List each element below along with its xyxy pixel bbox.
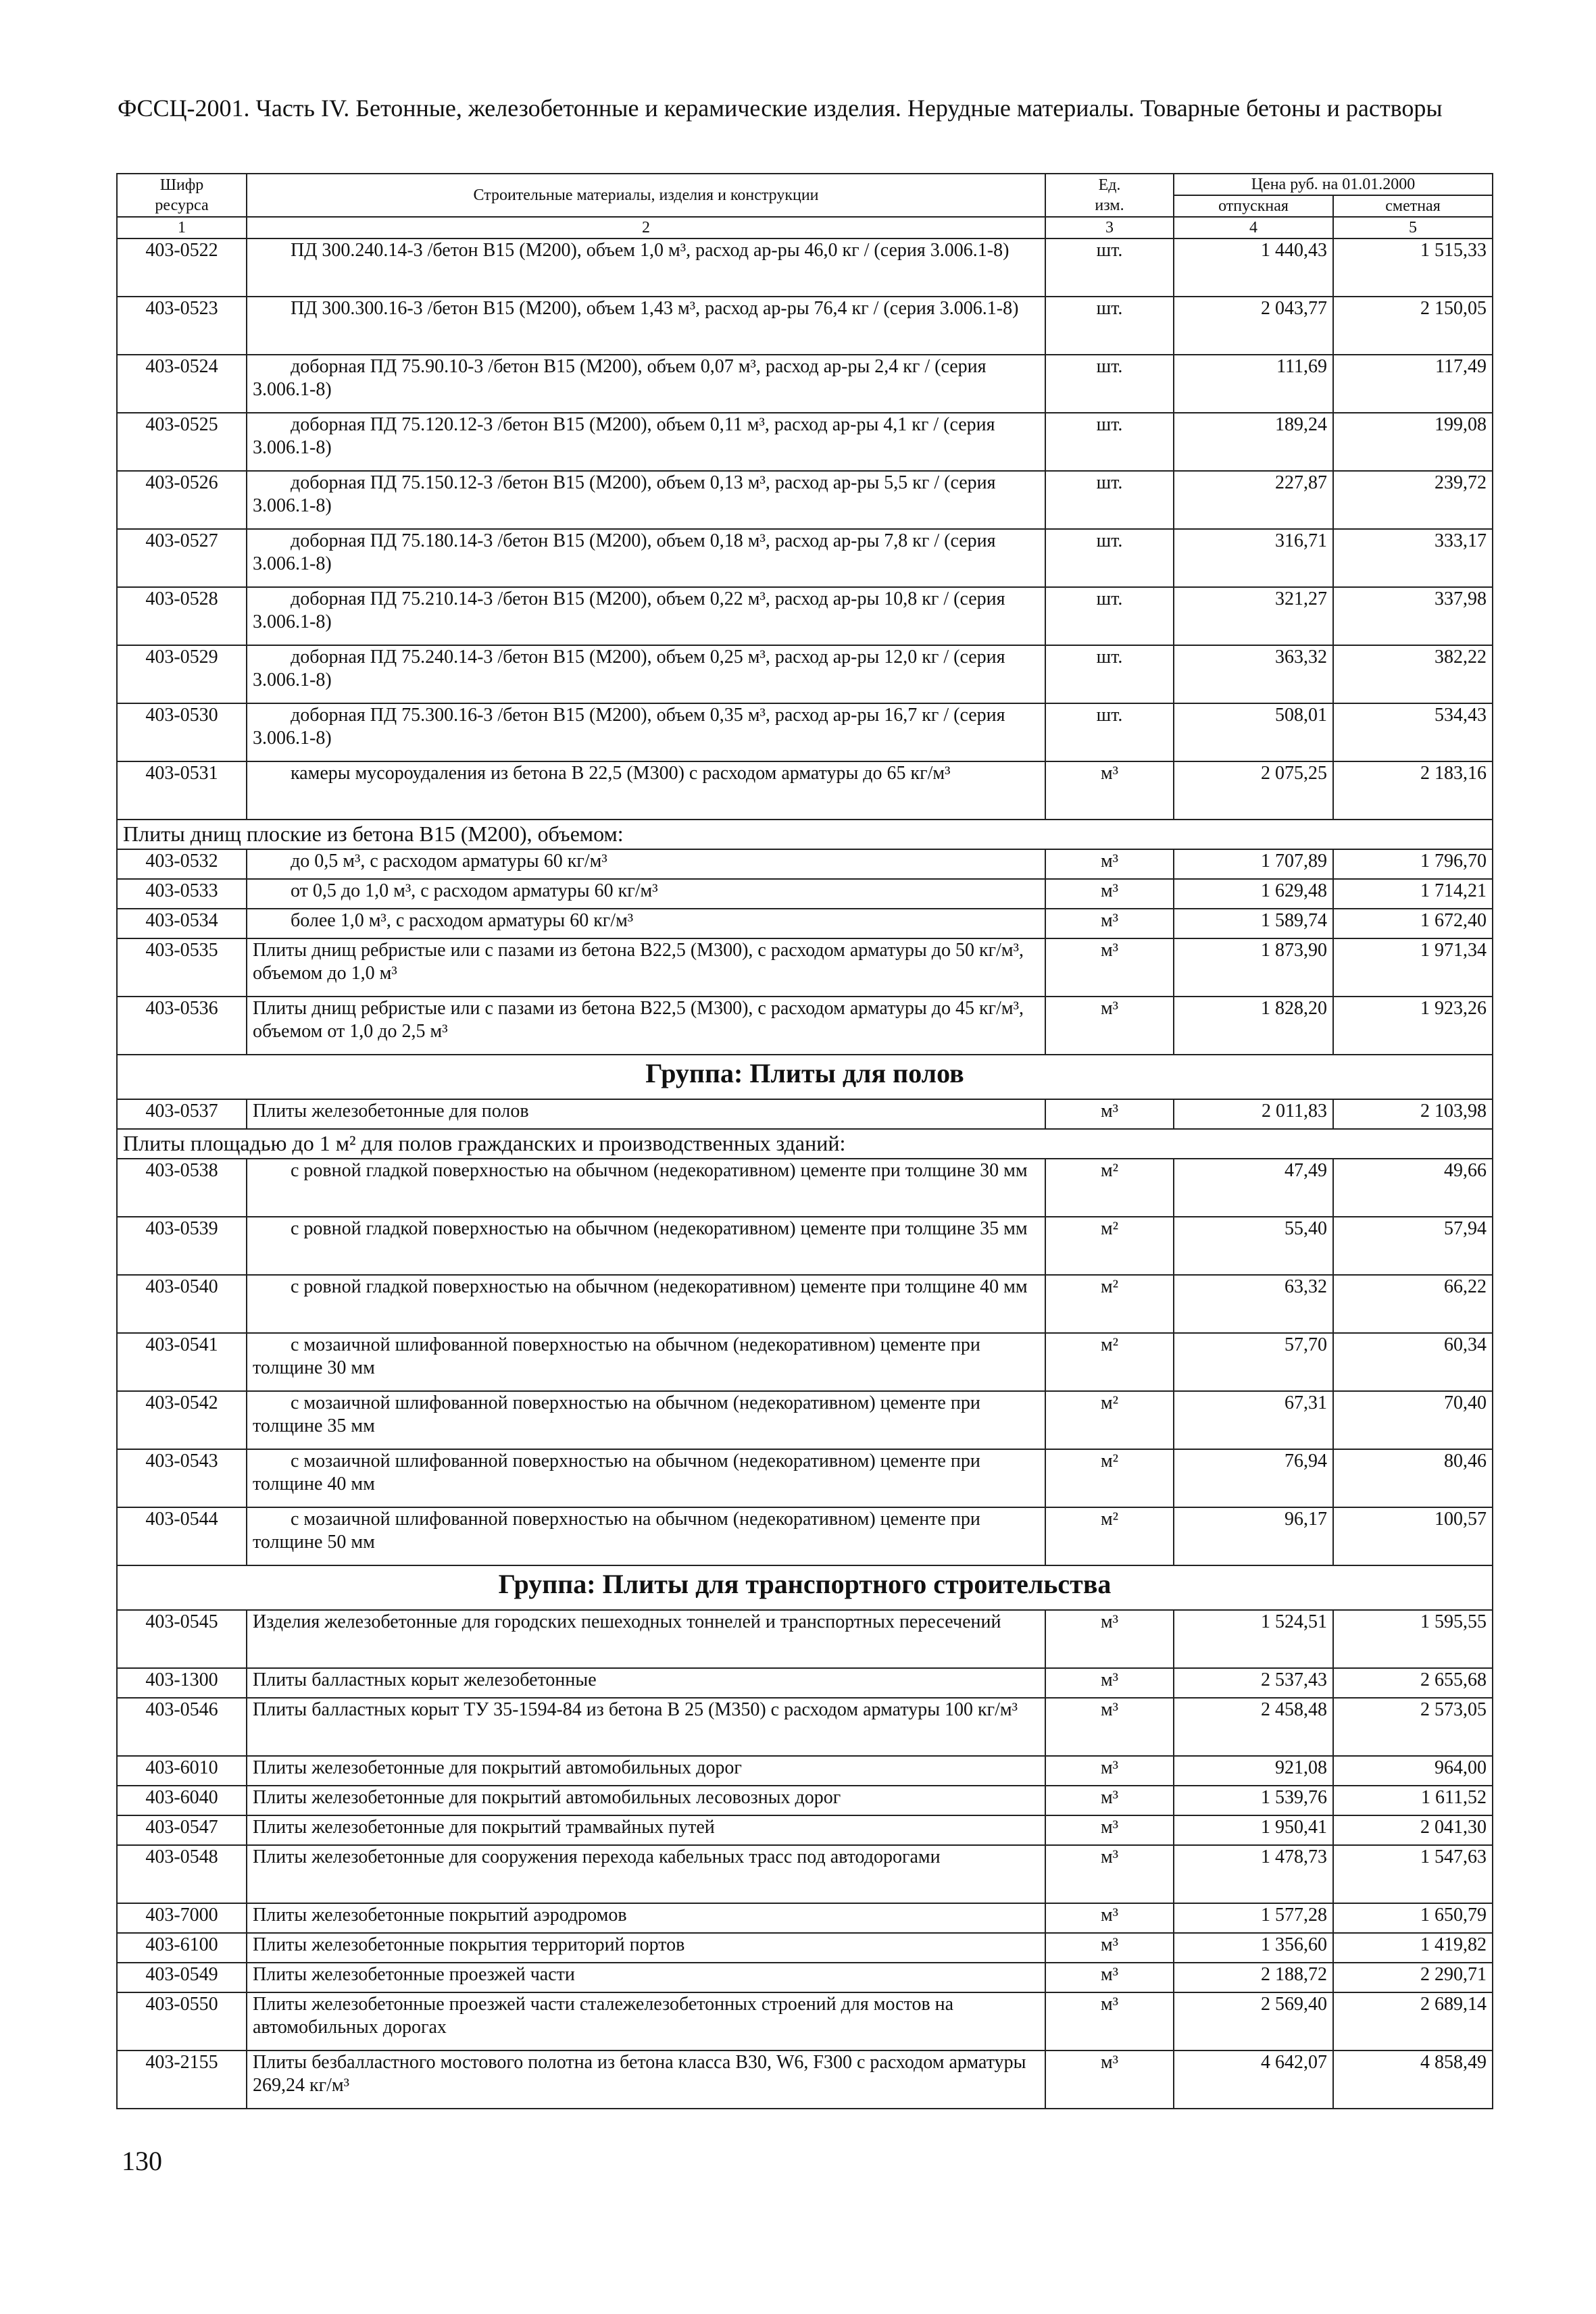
description-cell bbox=[247, 1217, 1045, 1275]
release-price-cell: 2 458,48 bbox=[1174, 1698, 1333, 1756]
subheading: Плиты днищ плоские из бетона В15 (М200), объемом: bbox=[117, 820, 1493, 849]
estimate-price-cell: 1 595,55 bbox=[1333, 1610, 1493, 1668]
description-text: Плиты безбалластного мостового полотна из бетона класса В30, W6, F300 с расходом арматуры 269,24 кг/м³ bbox=[253, 2052, 1026, 2096]
description-cell bbox=[247, 1845, 1045, 1903]
resource-code-cell: 403-6010 bbox=[117, 1756, 247, 1786]
resource-code-cell: 403-0538 bbox=[117, 1159, 247, 1217]
release-price-cell: 63,32 bbox=[1174, 1275, 1333, 1333]
resource-code-cell: 403-0537 bbox=[117, 1099, 247, 1129]
description-cell bbox=[247, 997, 1045, 1055]
release-price-cell: 1 950,41 bbox=[1174, 1815, 1333, 1845]
table-row bbox=[117, 1275, 1493, 1333]
release-price-cell: 111,69 bbox=[1174, 355, 1333, 413]
resource-code-cell: 403-0523 bbox=[117, 297, 247, 355]
estimate-price-cell: 1 971,34 bbox=[1333, 938, 1493, 997]
table-header-row bbox=[117, 174, 1493, 195]
description-cell bbox=[247, 1275, 1045, 1333]
resource-code-cell: 403-0548 bbox=[117, 1845, 247, 1903]
release-price-cell: 1 440,43 bbox=[1174, 238, 1333, 297]
table-row bbox=[117, 1756, 1493, 1786]
table-row bbox=[117, 997, 1493, 1055]
description-text: Плиты днищ ребристые или с пазами из бетона В22,5 (М300), с расходом арматуры до 45 кг/м³, объемом от 1,0 до 2,5 м³ bbox=[253, 998, 1024, 1042]
resource-code-cell: 403-6100 bbox=[117, 1933, 247, 1963]
description-text: доборная ПД 75.90.10-3 /бетон В15 (М200), объем 0,07 м³, расход ар-ры 2,4 кг / (серия 3.006.1-8) bbox=[253, 356, 987, 400]
group-heading: Группа: Плиты для транспортного строительства bbox=[117, 1565, 1493, 1610]
release-price-cell: 1 629,48 bbox=[1174, 879, 1333, 909]
resource-code-cell: 403-0527 bbox=[117, 529, 247, 587]
release-price-cell: 921,08 bbox=[1174, 1756, 1333, 1786]
release-price-cell: 1 478,73 bbox=[1174, 1845, 1333, 1903]
estimate-price-cell: 2 290,71 bbox=[1333, 1963, 1493, 1992]
description-text: более 1,0 м³, с расходом арматуры 60 кг/м³ bbox=[291, 910, 634, 931]
resource-code-cell: 403-0545 bbox=[117, 1610, 247, 1668]
description-text: Плиты железобетонные проезжей части сталежелезобетонных строений для мостов на автомобильных дорогах bbox=[253, 1994, 954, 2038]
table-row bbox=[117, 703, 1493, 761]
release-price-cell: 508,01 bbox=[1174, 703, 1333, 761]
page-header: ФССЦ-2001. Часть IV. Бетонные, железобетонные и керамические изделия. Нерудные материалы. Товарные бетоны и растворы bbox=[118, 95, 1443, 122]
description-text: камеры мусороудаления из бетона В 22,5 (М300) с расходом арматуры до 65 кг/м³ bbox=[291, 763, 951, 784]
table-row bbox=[117, 1217, 1493, 1275]
column-header-unit-line1: Ед. bbox=[1098, 176, 1121, 194]
table-row bbox=[117, 1610, 1493, 1668]
column-header-estimate-price: сметная bbox=[1333, 195, 1493, 217]
description-cell bbox=[247, 238, 1045, 297]
resource-code-cell: 403-0529 bbox=[117, 645, 247, 703]
description-text: Плиты балластных корыт железобетонные bbox=[253, 1669, 597, 1690]
resource-code-cell: 403-0543 bbox=[117, 1449, 247, 1507]
description-cell bbox=[247, 529, 1045, 587]
resource-code-cell: 403-6040 bbox=[117, 1786, 247, 1815]
description-cell bbox=[247, 1333, 1045, 1391]
unit-cell: шт. bbox=[1045, 355, 1174, 413]
description-text: Плиты железобетонные для сооружения перехода кабельных трасс под автодорогами bbox=[253, 1846, 941, 1867]
release-price-cell: 1 873,90 bbox=[1174, 938, 1333, 997]
release-price-cell: 1 577,28 bbox=[1174, 1903, 1333, 1933]
release-price-cell: 2 569,40 bbox=[1174, 1992, 1333, 2051]
resource-code-cell: 403-0524 bbox=[117, 355, 247, 413]
description-text: Плиты железобетонные проезжей части bbox=[253, 1964, 575, 1985]
unit-cell: м³ bbox=[1045, 1933, 1174, 1963]
description-cell bbox=[247, 1449, 1045, 1507]
estimate-price-cell: 1 923,26 bbox=[1333, 997, 1493, 1055]
description-cell bbox=[247, 1159, 1045, 1217]
resource-code-cell: 403-0522 bbox=[117, 238, 247, 297]
release-price-cell: 2 043,77 bbox=[1174, 297, 1333, 355]
unit-cell: шт. bbox=[1045, 471, 1174, 529]
description-text: Плиты железобетонные для покрытий трамвайных путей bbox=[253, 1817, 715, 1838]
description-text: с ровной гладкой поверхностью на обычном (недекоративном) цементе при толщине 35 мм bbox=[291, 1218, 1028, 1239]
unit-cell: м³ bbox=[1045, 909, 1174, 938]
description-text: доборная ПД 75.300.16-3 /бетон В15 (М200), объем 0,35 м³, расход ар-ры 16,7 кг / (серия 3.006.1-8) bbox=[253, 705, 1005, 749]
description-cell bbox=[247, 1992, 1045, 2051]
estimate-price-cell: 2 183,16 bbox=[1333, 761, 1493, 820]
description-cell bbox=[247, 879, 1045, 909]
description-cell bbox=[247, 1099, 1045, 1129]
table-row bbox=[117, 761, 1493, 820]
release-price-cell: 1 524,51 bbox=[1174, 1610, 1333, 1668]
table-row bbox=[117, 1391, 1493, 1449]
description-text: ПД 300.300.16-3 /бетон В15 (М200), объем 1,43 м³, расход ар-ры 76,4 кг / (серия 3.006.1-8) bbox=[291, 298, 1019, 319]
description-cell bbox=[247, 1786, 1045, 1815]
table-row bbox=[117, 1668, 1493, 1698]
resource-code-cell: 403-0550 bbox=[117, 1992, 247, 2051]
estimate-price-cell: 2 573,05 bbox=[1333, 1698, 1493, 1756]
description-text: доборная ПД 75.210.14-3 /бетон В15 (М200), объем 0,22 м³, расход ар-ры 10,8 кг / (серия 3.006.1-8) bbox=[253, 588, 1005, 632]
description-text: доборная ПД 75.240.14-3 /бетон В15 (М200), объем 0,25 м³, расход ар-ры 12,0 кг / (серия 3.006.1-8) bbox=[253, 647, 1005, 690]
table-row bbox=[117, 1992, 1493, 2051]
description-cell bbox=[247, 1903, 1045, 1933]
resource-code-cell: 403-0547 bbox=[117, 1815, 247, 1845]
table-row bbox=[117, 1333, 1493, 1391]
estimate-price-cell: 2 689,14 bbox=[1333, 1992, 1493, 2051]
column-header-release-price: отпускная bbox=[1174, 195, 1333, 217]
description-cell bbox=[247, 587, 1045, 645]
estimate-price-cell: 66,22 bbox=[1333, 1275, 1493, 1333]
estimate-price-cell: 239,72 bbox=[1333, 471, 1493, 529]
description-cell bbox=[247, 471, 1045, 529]
estimate-price-cell: 333,17 bbox=[1333, 529, 1493, 587]
column-header-code-line2: ресурса bbox=[155, 197, 209, 214]
group-heading-row bbox=[117, 1055, 1493, 1099]
table-row bbox=[117, 1933, 1493, 1963]
resource-code-cell: 403-0539 bbox=[117, 1217, 247, 1275]
description-cell bbox=[247, 1815, 1045, 1845]
resource-code-cell: 403-0530 bbox=[117, 703, 247, 761]
group-heading-row bbox=[117, 1565, 1493, 1610]
unit-cell: м³ bbox=[1045, 997, 1174, 1055]
description-cell bbox=[247, 1610, 1045, 1668]
table-row bbox=[117, 1845, 1493, 1903]
estimate-price-cell: 1 650,79 bbox=[1333, 1903, 1493, 1933]
unit-cell: шт. bbox=[1045, 703, 1174, 761]
unit-cell: шт. bbox=[1045, 238, 1174, 297]
estimate-price-cell: 49,66 bbox=[1333, 1159, 1493, 1217]
estimate-price-cell: 57,94 bbox=[1333, 1217, 1493, 1275]
release-price-cell: 1 539,76 bbox=[1174, 1786, 1333, 1815]
resource-code-cell: 403-0544 bbox=[117, 1507, 247, 1565]
unit-cell: м³ bbox=[1045, 1992, 1174, 2051]
release-price-cell: 316,71 bbox=[1174, 529, 1333, 587]
unit-cell: м³ bbox=[1045, 2051, 1174, 2109]
unit-cell: м² bbox=[1045, 1217, 1174, 1275]
description-text: с мозаичной шлифованной поверхностью на обычном (недекоративном) цементе при толщине 40 мм bbox=[253, 1451, 980, 1494]
description-text: с ровной гладкой поверхностью на обычном (недекоративном) цементе при толщине 30 мм bbox=[291, 1160, 1028, 1181]
column-number: 3 bbox=[1045, 217, 1174, 238]
resource-code-cell: 403-0535 bbox=[117, 938, 247, 997]
resource-code-cell: 403-0540 bbox=[117, 1275, 247, 1333]
table-row bbox=[117, 297, 1493, 355]
estimate-price-cell: 1 714,21 bbox=[1333, 879, 1493, 909]
unit-cell: м³ bbox=[1045, 1668, 1174, 1698]
unit-cell: м³ bbox=[1045, 1963, 1174, 1992]
estimate-price-cell: 1 672,40 bbox=[1333, 909, 1493, 938]
resource-code-cell: 403-7000 bbox=[117, 1903, 247, 1933]
description-text: Плиты железобетонные покрытий аэродромов bbox=[253, 1905, 627, 1926]
resource-code-cell: 403-0546 bbox=[117, 1698, 247, 1756]
estimate-price-cell: 199,08 bbox=[1333, 413, 1493, 471]
table-row bbox=[117, 413, 1493, 471]
release-price-cell: 2 188,72 bbox=[1174, 1963, 1333, 1992]
table-body bbox=[117, 238, 1493, 2109]
release-price-cell: 96,17 bbox=[1174, 1507, 1333, 1565]
column-header-code bbox=[117, 174, 247, 217]
estimate-price-cell: 2 655,68 bbox=[1333, 1668, 1493, 1698]
description-cell bbox=[247, 849, 1045, 879]
unit-cell: м³ bbox=[1045, 879, 1174, 909]
table-row bbox=[117, 849, 1493, 879]
unit-cell: м³ bbox=[1045, 1845, 1174, 1903]
table-row bbox=[117, 1698, 1493, 1756]
unit-cell: м³ bbox=[1045, 1099, 1174, 1129]
unit-cell: м² bbox=[1045, 1333, 1174, 1391]
column-header-price: Цена руб. на 01.01.2000 bbox=[1174, 174, 1493, 195]
description-text: доборная ПД 75.150.12-3 /бетон В15 (М200), объем 0,13 м³, расход ар-ры 5,5 кг / (серия 3.006.1-8) bbox=[253, 472, 996, 516]
description-text: с мозаичной шлифованной поверхностью на обычном (недекоративном) цементе при толщине 30 мм bbox=[253, 1334, 980, 1378]
subheading-row bbox=[117, 1129, 1493, 1159]
estimate-price-cell: 382,22 bbox=[1333, 645, 1493, 703]
release-price-cell: 1 589,74 bbox=[1174, 909, 1333, 938]
description-cell bbox=[247, 1507, 1045, 1565]
estimate-price-cell: 1 515,33 bbox=[1333, 238, 1493, 297]
table-row bbox=[117, 909, 1493, 938]
group-heading: Группа: Плиты для полов bbox=[117, 1055, 1493, 1099]
estimate-price-cell: 337,98 bbox=[1333, 587, 1493, 645]
release-price-cell: 2 537,43 bbox=[1174, 1668, 1333, 1698]
unit-cell: м³ bbox=[1045, 1786, 1174, 1815]
table-row bbox=[117, 529, 1493, 587]
column-header-code-line1: Шифр bbox=[159, 176, 204, 194]
unit-cell: м² bbox=[1045, 1507, 1174, 1565]
column-header-unit-line2: изм. bbox=[1095, 197, 1124, 214]
release-price-cell: 4 642,07 bbox=[1174, 2051, 1333, 2109]
unit-cell: шт. bbox=[1045, 529, 1174, 587]
estimate-price-cell: 4 858,49 bbox=[1333, 2051, 1493, 2109]
description-text: с ровной гладкой поверхностью на обычном (недекоративном) цементе при толщине 40 мм bbox=[291, 1276, 1028, 1297]
table-row bbox=[117, 1903, 1493, 1933]
resource-code-cell: 403-0541 bbox=[117, 1333, 247, 1391]
estimate-price-cell: 1 796,70 bbox=[1333, 849, 1493, 879]
description-text: до 0,5 м³, с расходом арматуры 60 кг/м³ bbox=[291, 851, 607, 872]
estimate-price-cell: 60,34 bbox=[1333, 1333, 1493, 1391]
table-row bbox=[117, 471, 1493, 529]
table-row bbox=[117, 2051, 1493, 2109]
resource-code-cell: 403-0549 bbox=[117, 1963, 247, 1992]
description-text: доборная ПД 75.180.14-3 /бетон В15 (М200), объем 0,18 м³, расход ар-ры 7,8 кг / (серия 3.006.1-8) bbox=[253, 530, 996, 574]
column-number: 2 bbox=[247, 217, 1045, 238]
resource-code-cell: 403-0542 bbox=[117, 1391, 247, 1449]
release-price-cell: 55,40 bbox=[1174, 1217, 1333, 1275]
table-row bbox=[117, 1159, 1493, 1217]
description-cell bbox=[247, 297, 1045, 355]
unit-cell: м³ bbox=[1045, 1903, 1174, 1933]
description-text: от 0,5 до 1,0 м³, с расходом арматуры 60 кг/м³ bbox=[291, 880, 658, 901]
release-price-cell: 363,32 bbox=[1174, 645, 1333, 703]
price-table bbox=[116, 173, 1493, 2109]
unit-cell: м² bbox=[1045, 1159, 1174, 1217]
description-text: ПД 300.240.14-3 /бетон В15 (М200), объем 1,0 м³, расход ар-ры 46,0 кг / (серия 3.006.1-8) bbox=[291, 240, 1009, 261]
resource-code-cell: 403-0528 bbox=[117, 587, 247, 645]
description-text: Плиты днищ ребристые или с пазами из бетона В22,5 (М300), с расходом арматуры до 50 кг/м³, объемом до 1,0 м³ bbox=[253, 940, 1024, 984]
table-row bbox=[117, 1786, 1493, 1815]
description-text: Изделия железобетонные для городских пешеходных тоннелей и транспортных пересечений bbox=[253, 1611, 1001, 1632]
column-number: 1 bbox=[117, 217, 247, 238]
estimate-price-cell: 2 150,05 bbox=[1333, 297, 1493, 355]
column-header-name: Строительные материалы, изделия и конструкции bbox=[247, 174, 1045, 217]
release-price-cell: 57,70 bbox=[1174, 1333, 1333, 1391]
column-header-unit bbox=[1045, 174, 1174, 217]
unit-cell: м² bbox=[1045, 1391, 1174, 1449]
release-price-cell: 2 011,83 bbox=[1174, 1099, 1333, 1129]
description-text: Плиты железобетонные для покрытий автомобильных дорог bbox=[253, 1757, 742, 1778]
description-text: с мозаичной шлифованной поверхностью на обычном (недекоративном) цементе при толщине 35 мм bbox=[253, 1392, 980, 1436]
table-row bbox=[117, 645, 1493, 703]
description-text: Плиты железобетонные для покрытий автомобильных лесовозных дорог bbox=[253, 1787, 841, 1808]
resource-code-cell: 403-0532 bbox=[117, 849, 247, 879]
release-price-cell: 321,27 bbox=[1174, 587, 1333, 645]
unit-cell: м³ bbox=[1045, 1756, 1174, 1786]
description-cell bbox=[247, 909, 1045, 938]
unit-cell: м² bbox=[1045, 1275, 1174, 1333]
table-row bbox=[117, 1963, 1493, 1992]
release-price-cell: 47,49 bbox=[1174, 1159, 1333, 1217]
release-price-cell: 67,31 bbox=[1174, 1391, 1333, 1449]
unit-cell: м³ bbox=[1045, 1698, 1174, 1756]
column-number: 4 bbox=[1174, 217, 1333, 238]
estimate-price-cell: 1 547,63 bbox=[1333, 1845, 1493, 1903]
estimate-price-cell: 100,57 bbox=[1333, 1507, 1493, 1565]
table-row bbox=[117, 238, 1493, 297]
description-cell bbox=[247, 1698, 1045, 1756]
resource-code-cell: 403-0533 bbox=[117, 879, 247, 909]
estimate-price-cell: 964,00 bbox=[1333, 1756, 1493, 1786]
column-number-row bbox=[117, 217, 1493, 238]
table-row bbox=[117, 355, 1493, 413]
table-row bbox=[117, 1449, 1493, 1507]
description-cell bbox=[247, 761, 1045, 820]
unit-cell: м³ bbox=[1045, 761, 1174, 820]
estimate-price-cell: 534,43 bbox=[1333, 703, 1493, 761]
table-row bbox=[117, 938, 1493, 997]
description-cell bbox=[247, 2051, 1045, 2109]
column-number: 5 bbox=[1333, 217, 1493, 238]
resource-code-cell: 403-0531 bbox=[117, 761, 247, 820]
table-row bbox=[117, 879, 1493, 909]
release-price-cell: 1 707,89 bbox=[1174, 849, 1333, 879]
description-cell bbox=[247, 355, 1045, 413]
estimate-price-cell: 1 611,52 bbox=[1333, 1786, 1493, 1815]
table-row bbox=[117, 1815, 1493, 1845]
description-text: Плиты балластных корыт ТУ 35-1594-84 из бетона В 25 (М350) с расходом арматуры 100 кг/м³ bbox=[253, 1699, 1018, 1720]
unit-cell: м³ bbox=[1045, 1815, 1174, 1845]
description-text: с мозаичной шлифованной поверхностью на обычном (недекоративном) цементе при толщине 50 мм bbox=[253, 1509, 980, 1553]
subheading: Плиты площадью до 1 м² для полов гражданских и производственных зданий: bbox=[117, 1129, 1493, 1159]
description-cell bbox=[247, 1933, 1045, 1963]
resource-code-cell: 403-0525 bbox=[117, 413, 247, 471]
estimate-price-cell: 80,46 bbox=[1333, 1449, 1493, 1507]
estimate-price-cell: 1 419,82 bbox=[1333, 1933, 1493, 1963]
resource-code-cell: 403-0526 bbox=[117, 471, 247, 529]
resource-code-cell: 403-1300 bbox=[117, 1668, 247, 1698]
estimate-price-cell: 117,49 bbox=[1333, 355, 1493, 413]
unit-cell: шт. bbox=[1045, 297, 1174, 355]
resource-code-cell: 403-0534 bbox=[117, 909, 247, 938]
description-cell bbox=[247, 1391, 1045, 1449]
unit-cell: шт. bbox=[1045, 645, 1174, 703]
unit-cell: м³ bbox=[1045, 849, 1174, 879]
estimate-price-cell: 2 041,30 bbox=[1333, 1815, 1493, 1845]
table-row bbox=[117, 1507, 1493, 1565]
page-number: 130 bbox=[122, 2146, 162, 2176]
description-cell bbox=[247, 1756, 1045, 1786]
unit-cell: м² bbox=[1045, 1449, 1174, 1507]
resource-code-cell: 403-0536 bbox=[117, 997, 247, 1055]
unit-cell: шт. bbox=[1045, 587, 1174, 645]
resource-code-cell: 403-2155 bbox=[117, 2051, 247, 2109]
release-price-cell: 189,24 bbox=[1174, 413, 1333, 471]
table-row bbox=[117, 587, 1493, 645]
release-price-cell: 227,87 bbox=[1174, 471, 1333, 529]
description-cell bbox=[247, 413, 1045, 471]
estimate-price-cell: 2 103,98 bbox=[1333, 1099, 1493, 1129]
release-price-cell: 1 356,60 bbox=[1174, 1933, 1333, 1963]
description-cell bbox=[247, 703, 1045, 761]
estimate-price-cell: 70,40 bbox=[1333, 1391, 1493, 1449]
release-price-cell: 76,94 bbox=[1174, 1449, 1333, 1507]
description-cell bbox=[247, 645, 1045, 703]
description-cell bbox=[247, 938, 1045, 997]
description-cell bbox=[247, 1668, 1045, 1698]
unit-cell: м³ bbox=[1045, 1610, 1174, 1668]
description-text: Плиты железобетонные покрытия территорий портов bbox=[253, 1934, 685, 1955]
description-text: доборная ПД 75.120.12-3 /бетон В15 (М200), объем 0,11 м³, расход ар-ры 4,1 кг / (серия 3.006.1-8) bbox=[253, 414, 995, 458]
description-text: Плиты железобетонные для полов bbox=[253, 1101, 529, 1122]
subheading-row bbox=[117, 820, 1493, 849]
description-cell bbox=[247, 1963, 1045, 1992]
release-price-cell: 2 075,25 bbox=[1174, 761, 1333, 820]
table-row bbox=[117, 1099, 1493, 1129]
release-price-cell: 1 828,20 bbox=[1174, 997, 1333, 1055]
unit-cell: м³ bbox=[1045, 938, 1174, 997]
unit-cell: шт. bbox=[1045, 413, 1174, 471]
